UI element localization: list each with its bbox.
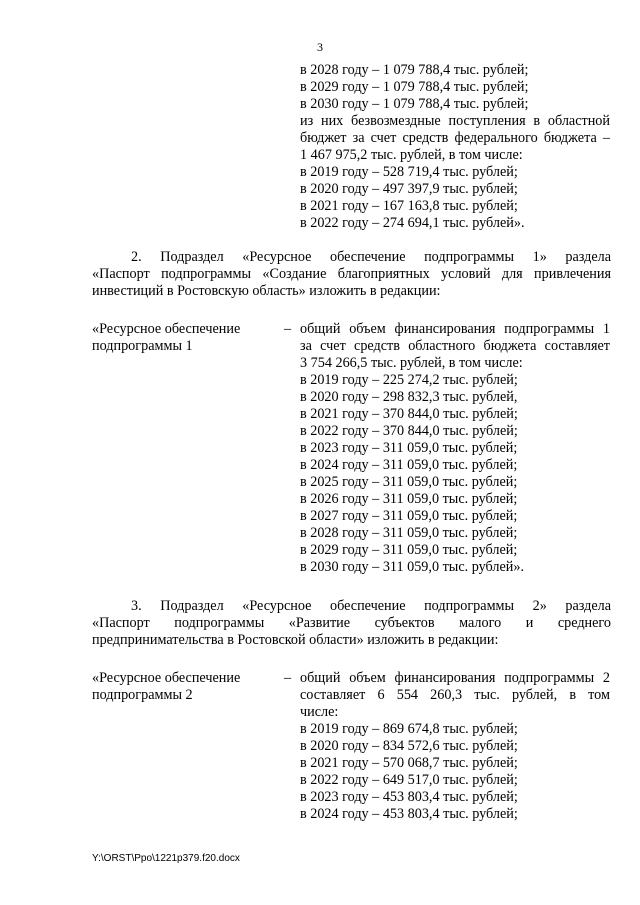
- paragraph-line: 2. Подраздел «Ресурсное обеспечение подпрограммы 1» раздела: [131, 249, 611, 265]
- dash: –: [284, 670, 292, 686]
- text-line: в 2027 году – 311 059,0 тыс. рублей;: [300, 508, 518, 524]
- paragraph-line: 3. Подраздел «Ресурсное обеспечение подпрограммы 2» раздела: [131, 598, 611, 614]
- text-line: в 2026 году – 311 059,0 тыс. рублей;: [300, 491, 518, 507]
- text-line: в 2030 году – 1 079 788,4 тыс. рублей;: [300, 96, 529, 112]
- text-line: в 2024 году – 453 803,4 тыс. рублей;: [300, 806, 518, 822]
- text-line: в 2028 году – 1 079 788,4 тыс. рублей;: [300, 62, 529, 78]
- text-line: за счет средств областного бюджета составляет: [300, 338, 610, 354]
- paragraph-line: инвестиций в Ростовскую область» изложить в редакции:: [92, 283, 441, 299]
- text-line: в 2019 году – 528 719,4 тыс. рублей;: [300, 164, 518, 180]
- paragraph-line: «Паспорт подпрограммы «Развитие субъектов малого и среднего: [92, 615, 611, 631]
- text-line: из них безвозмездные поступления в областной: [300, 113, 610, 129]
- text-line: в 2023 году – 453 803,4 тыс. рублей;: [300, 789, 518, 805]
- text-line: в 2029 году – 311 059,0 тыс. рублей;: [300, 542, 518, 558]
- text-line: в 2022 году – 370 844,0 тыс. рублей;: [300, 423, 518, 439]
- text-line: в 2021 году – 370 844,0 тыс. рублей;: [300, 406, 518, 422]
- text-line: в 2020 году – 497 397,9 тыс. рублей;: [300, 181, 518, 197]
- text-line: в 2019 году – 869 674,8 тыс. рублей;: [300, 721, 518, 737]
- dash: –: [284, 321, 292, 337]
- paragraph-line: «Паспорт подпрограммы «Создание благоприятных условий для привлечения: [92, 266, 611, 282]
- text-line: в 2030 году – 311 059,0 тыс. рублей».: [300, 559, 524, 575]
- text-line: 3 754 266,5 тыс. рублей, в том числе:: [300, 355, 523, 371]
- text-line: в 2021 году – 167 163,8 тыс. рублей;: [300, 198, 518, 214]
- text-line: в 2024 году – 311 059,0 тыс. рублей;: [300, 457, 518, 473]
- text-line: числе:: [300, 704, 339, 720]
- text-line: общий объем финансирования подпрограммы 2: [300, 670, 610, 686]
- text-line: общий объем финансирования подпрограммы 1: [300, 321, 610, 337]
- label-line: «Ресурсное обеспечение: [92, 670, 241, 686]
- label-line: подпрограммы 2: [92, 687, 193, 703]
- text-line: в 2023 году – 311 059,0 тыс. рублей;: [300, 440, 518, 456]
- text-line: в 2022 году – 649 517,0 тыс. рублей;: [300, 772, 518, 788]
- file-path-footer: Y:\ORST\Ppo\1221p379.f20.docx: [92, 853, 240, 864]
- text-line: в 2020 году – 834 572,6 тыс. рублей;: [300, 738, 518, 754]
- text-line: в 2025 году – 311 059,0 тыс. рублей;: [300, 474, 518, 490]
- page-number: 3: [317, 40, 323, 54]
- text-line: 1 467 975,2 тыс. рублей, в том числе:: [300, 147, 523, 163]
- paragraph-line: предпринимательства в Ростовской области» изложить в редакции:: [92, 632, 499, 648]
- label-line: «Ресурсное обеспечение: [92, 321, 241, 337]
- text-line: в 2020 году – 298 832,3 тыс. рублей,: [300, 389, 518, 405]
- text-line: в 2019 году – 225 274,2 тыс. рублей;: [300, 372, 518, 388]
- text-line: в 2022 году – 274 694,1 тыс. рублей».: [300, 215, 525, 231]
- text-line: в 2028 году – 311 059,0 тыс. рублей;: [300, 525, 518, 541]
- text-line: бюджет за счет средств федерального бюджета –: [300, 130, 610, 146]
- text-line: в 2021 году – 570 068,7 тыс. рублей;: [300, 755, 518, 771]
- text-line: в 2029 году – 1 079 788,4 тыс. рублей;: [300, 79, 529, 95]
- label-line: подпрограммы 1: [92, 338, 193, 354]
- text-line: составляет 6 554 260,3 тыс. рублей, в том: [300, 687, 610, 703]
